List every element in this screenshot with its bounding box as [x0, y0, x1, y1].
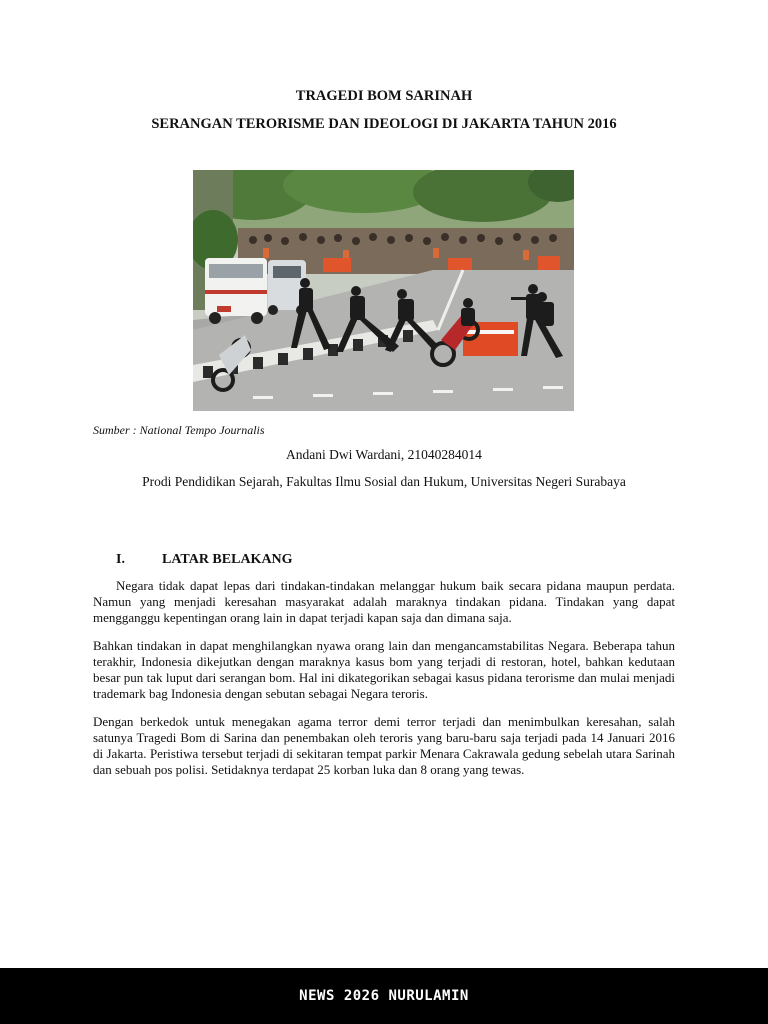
document-subtitle: SERANGAN TERORISME DAN IDEOLOGI DI JAKARTA TAHUN 2016	[151, 116, 617, 132]
section-number: I.	[116, 552, 125, 567]
document-title: TRAGEDI BOM SARINAH	[295, 88, 473, 104]
news-photo	[193, 170, 574, 411]
section-heading	[116, 552, 293, 568]
paragraph: Bahkan tindakan in dapat menghilangkan nyawa orang lain dan mengancamstabilitas Negara. Beberapa tahun terakhir, Indonesia dikejutkan dengan maraknya kasus bom yang terjadi di restoran, hotel, bahkan kedutaan besar pun tak luput dari serangan bom. Hal ini dikategorikan sebagai kasus pidana terorisme dan mulai menjadi trademark bag Indonesia dengan sebutan sebagai Negara teroris.	[93, 638, 675, 701]
author-line: Andani Dwi Wardani, 21040284014	[286, 447, 482, 462]
paragraph: Negara tidak dapat lepas dari tindakan-tindakan melanggar hukum baik secara pidana maupun perdata. Namun yang menjadi keresahan masyarakat adalah maraknya tindakan pidana. Tindakan yang dapat mengganggu kepentingan orang lain in dapat terjadi kapan saja dan dimana saja.	[93, 578, 675, 625]
footer-banner	[0, 968, 768, 1024]
section-title: LATAR BELAKANG	[162, 552, 293, 567]
footer-text: NEWS 2026 NURULAMIN	[299, 988, 469, 1004]
affiliation-line: Prodi Pendidikan Sejarah, Fakultas Ilmu Sosial dan Hukum, Universitas Negeri Surabaya	[142, 474, 626, 489]
image-caption: Sumber : National Tempo Journalis	[93, 423, 265, 437]
paragraph: Dengan berkedok untuk menegakan agama terror demi terror terjadi dan menimbulkan keresahan, salah satunya Tragedi Bom di Sarina dan penembakan oleh teroris yang baru-baru saja terjadi pada 14 Januari 2016 di Jakarta. Peristiwa tersebut terjadi di sekitaran tempat parkir Menara Cakrawala gedung sebelah utara Sarinah dan sebuah pos polisi. Setidaknya terdapat 25 korban luka dan 8 orang yang tewas.	[93, 714, 675, 777]
